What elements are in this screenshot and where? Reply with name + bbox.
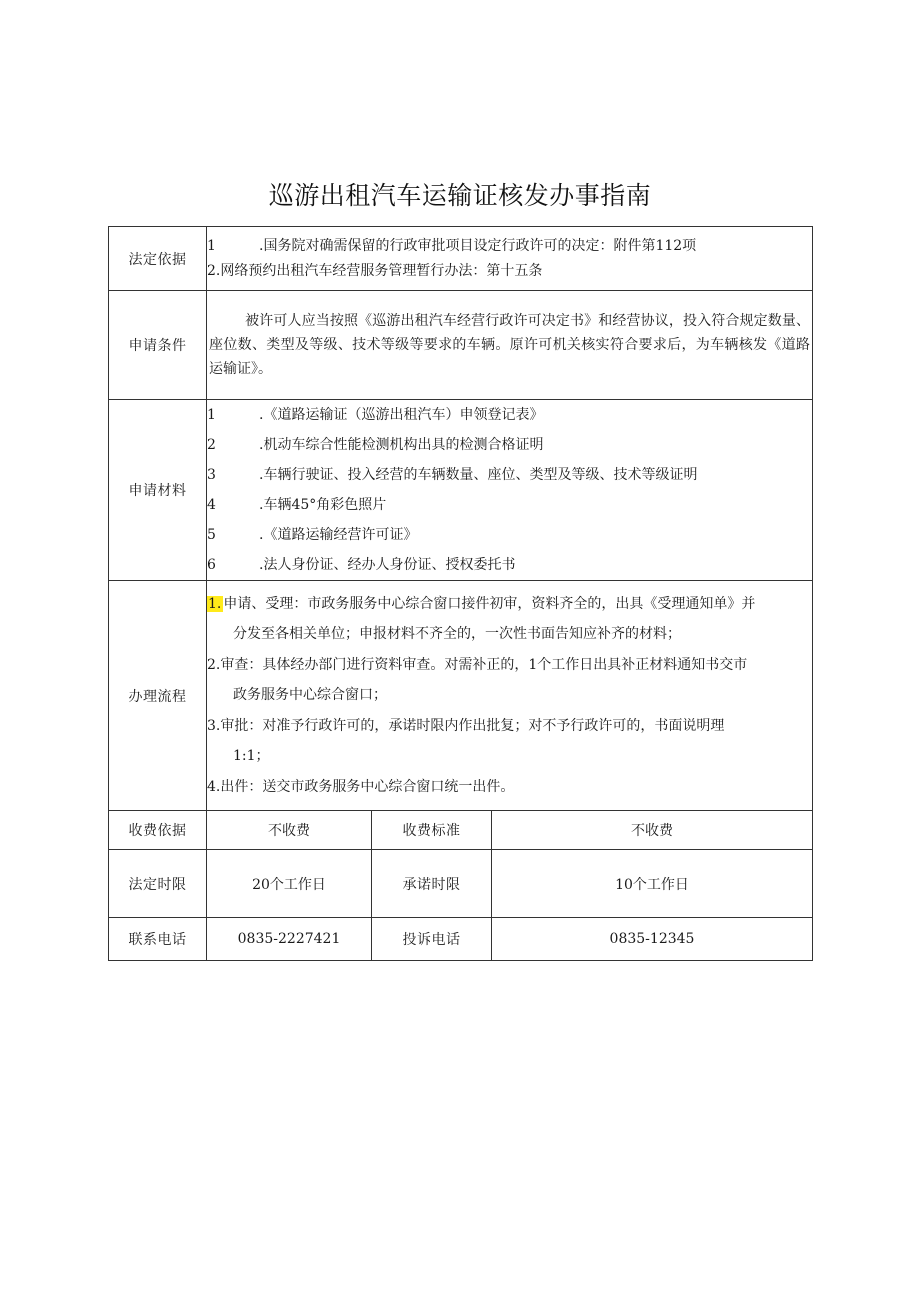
content-conditions — [207, 291, 813, 400]
label-conditions: 申请条件 — [109, 291, 207, 400]
label-promise-time: 承诺时限 — [372, 850, 492, 918]
label-contact-phone: 联系电话 — [109, 918, 207, 961]
row-conditions — [109, 291, 813, 400]
label-fee-standard: 收费标准 — [372, 811, 492, 850]
label-legal-time: 法定时限 — [109, 850, 207, 918]
row-legal-basis — [109, 227, 813, 291]
material-item: 1 .《道路运输证（巡游出租汽车）申领登记表》 — [207, 407, 544, 423]
material-item: 6 .法人身份证、经办人身份证、授权委托书 — [207, 557, 516, 573]
page-title: 巡游出租汽车运输证核发办事指南 — [268, 181, 652, 210]
process-step-4: 4.出件：送交市政务服务中心综合窗口统一出件。 — [207, 778, 515, 795]
row-fees — [109, 811, 813, 850]
process-step-3-cont: 1:1； — [233, 748, 270, 765]
value-fee-basis: 不收费 — [207, 811, 372, 850]
value-legal-time: 20个工作日 — [207, 850, 372, 918]
row-materials — [109, 400, 813, 581]
row-time-limits — [109, 850, 813, 918]
process-step-3: 3.审批：对准予行政许可的，承诺时限内作出批复；对不予行政许可的，书面说明理 — [207, 717, 725, 734]
basis-item-2: 2.网络预约出租汽车经营服务管理暂行办法：第十五条 — [207, 262, 543, 279]
process-step-1-cont: 分发至各相关单位；申报材料不齐全的，一次性书面告知应补齐的材料； — [233, 626, 681, 643]
content-materials — [207, 400, 813, 581]
conditions-text: 被许可人应当按照《巡游出租汽车经营行政许可决定书》和经营协议，投入符合规定数量、座位数、类型及等级、技术等级等要求的车辆。原许可机关核实符合要求后，为车辆核发《道路运输证》。 — [209, 313, 810, 377]
content-process — [207, 581, 813, 811]
row-contacts — [109, 918, 813, 961]
process-step-2: 2.审查：具体经办部门进行资料审查。对需补正的，1个工作日出具补正材料通知书交市 — [207, 656, 748, 673]
value-complaint-phone: 0835-12345 — [492, 918, 813, 961]
material-item: 2 .机动车综合性能检测机构出具的检测合格证明 — [207, 437, 544, 453]
basis-item-1: 1 .国务院对确需保留的行政审批项目设定行政许可的决定：附件第112项 — [207, 237, 697, 254]
label-complaint-phone: 投诉电话 — [372, 918, 492, 961]
value-contact-phone: 0835-2227421 — [207, 918, 372, 961]
label-materials: 申请材料 — [109, 400, 207, 581]
label-fee-basis: 收费依据 — [109, 811, 207, 850]
label-legal-basis: 法定依据 — [109, 227, 207, 291]
material-item: 5 .《道路运输经营许可证》 — [207, 527, 418, 543]
row-process — [109, 581, 813, 811]
process-step-2-cont: 政务服务中心综合窗口； — [233, 687, 387, 704]
content-legal-basis — [207, 227, 813, 291]
material-item: 4 .车辆45°角彩色照片 — [207, 497, 387, 513]
value-fee-standard: 不收费 — [492, 811, 813, 850]
material-item: 3 .车辆行驶证、投入经营的车辆数量、座位、类型及等级、技术等级证明 — [207, 467, 698, 483]
value-promise-time: 10个工作日 — [492, 850, 813, 918]
label-process: 办理流程 — [109, 581, 207, 811]
guide-table — [108, 226, 813, 961]
process-step-1: 1. 申请、受理：市政务服务中心综合窗口接件初审，资料齐全的，出具《受理通知单》并 — [208, 595, 756, 612]
highlight-mark: 1. — [208, 595, 222, 612]
